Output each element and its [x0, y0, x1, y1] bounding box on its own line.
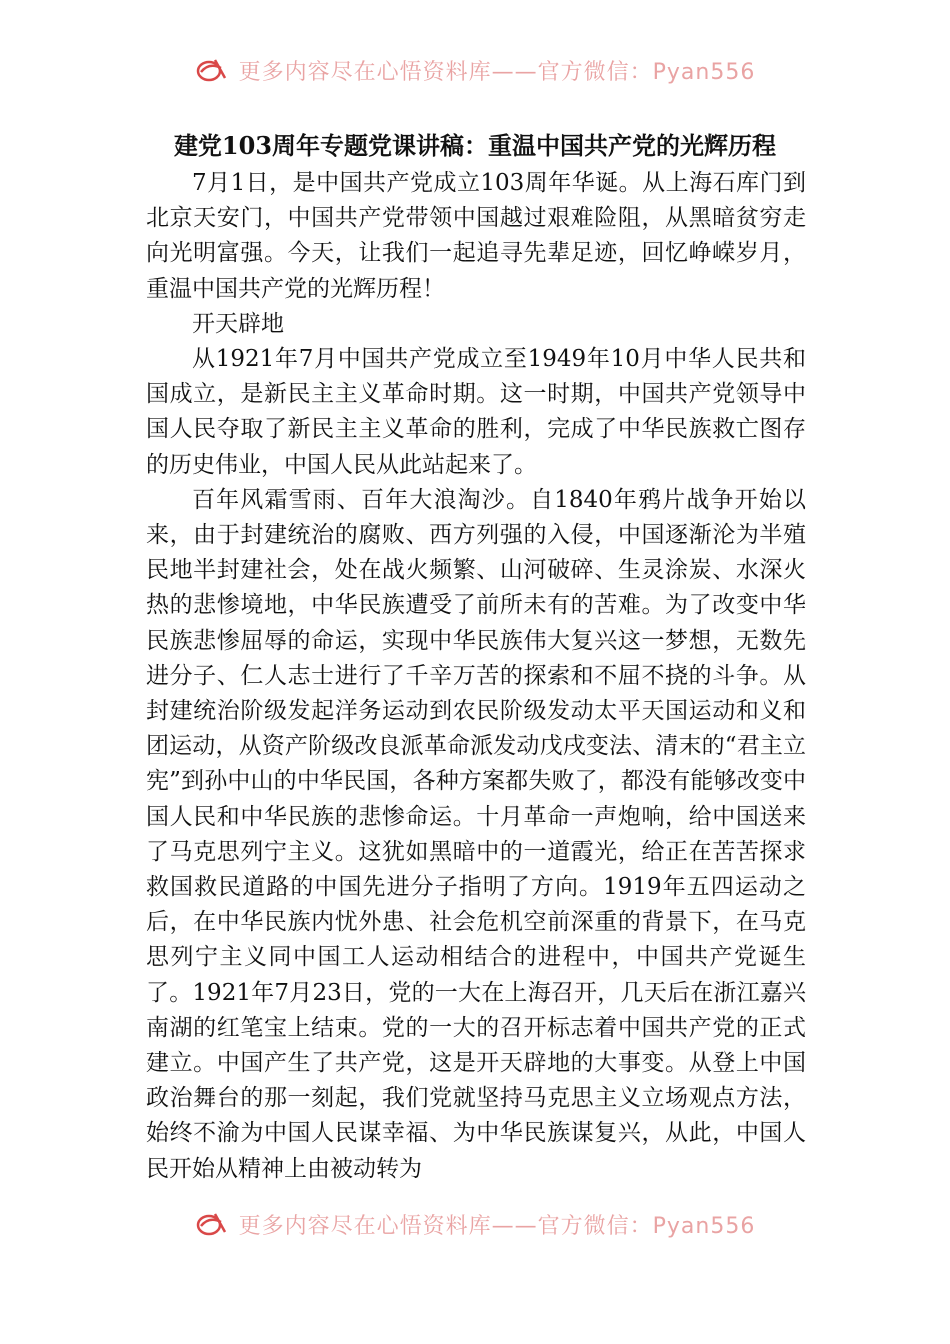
watermark-text: 更多内容尽在心悟资料库——官方微信：Pyan556 — [238, 1213, 756, 1239]
paragraph: 从1921年7月中国共产党成立至1949年10月中华人民共和国成立，是新民主主义革命时期。这一时期，中国共产党领导中国人民夺取了新民主主义革命的胜利，完成了中华民族救亡图存的历史伟业，中国人民从此站起来了。 — [146, 346, 806, 478]
document-body — [146, 166, 806, 1187]
section-heading: 开天辟地 — [192, 310, 284, 337]
paragraph: 百年风霜雪雨、百年大浪淘沙。自1840年鸦片战争开始以来，由于封建统治的腐败、西方列强的入侵，中国逐渐沦为半殖民地半封建社会，处在战火频繁、山河破碎、生灵涂炭、水深火热的悲惨境地，中华民族遭受了前所未有的苦难。为了改变中华民族悲惨屈辱的命运，实现中华民族伟大复兴这一梦想，无数先进分子、仁人志士进行了千辛万苦的探索和不屈不挠的斗争。从封建统治阶级发起洋务运动到农民阶级发动太平天国运动和义和团运动，从资产阶级改良派革命派发动戊戌变法、清末的“君主立宪”到孙中山的中华民国，各种方案都失败了，都没有能够改变中国人民和中华民族的悲惨命运。十月革命一声炮响，给中国送来了马克思列宁主义。这犹如黑暗中的一道霞光，给正在苦苦探求救国救民道路的中国先进分子指明了方向。1919年五四运动之后，在中华民族内忧外患、社会危机空前深重的背景下，在马克思列宁主义同中国工人运动相结合的进程中，中国共产党诞生了。1921年7月23日，党的一大在上海召开，几天后在浙江嘉兴南湖的红笔宝上结束。党的一大的召开标志着中国共产党的正式建立。中国产生了共产党，这是开天辟地的大事变。从登上中国政治舞台的那一刻起，我们党就坚持马克思主义立场观点方法，始终不渝为中国人民谋幸福、为中华民族谋复兴，从此，中国人民开始从精神上由被动转为 — [146, 486, 806, 1182]
brand-logo-icon — [195, 56, 229, 84]
header-watermark-banner — [0, 52, 950, 88]
brand-logo-icon — [195, 1210, 229, 1238]
paragraph-intro: 7月1日，是中国共产党成立103周年华诞。从上海石库门到北京天安门，中国共产党带领中国越过艰难险阻，从黑暗贫穷走向光明富强。今天，让我们一起追寻先辈足迹，回忆峥嵘岁月，重温中国共产党的光辉历程！ — [146, 170, 806, 302]
document-title: 建党103周年专题党课讲稿：重温中国共产党的光辉历程 — [173, 131, 777, 160]
watermark-text: 更多内容尽在心悟资料库——官方微信：Pyan556 — [238, 59, 756, 85]
footer-watermark-banner — [0, 1206, 950, 1242]
